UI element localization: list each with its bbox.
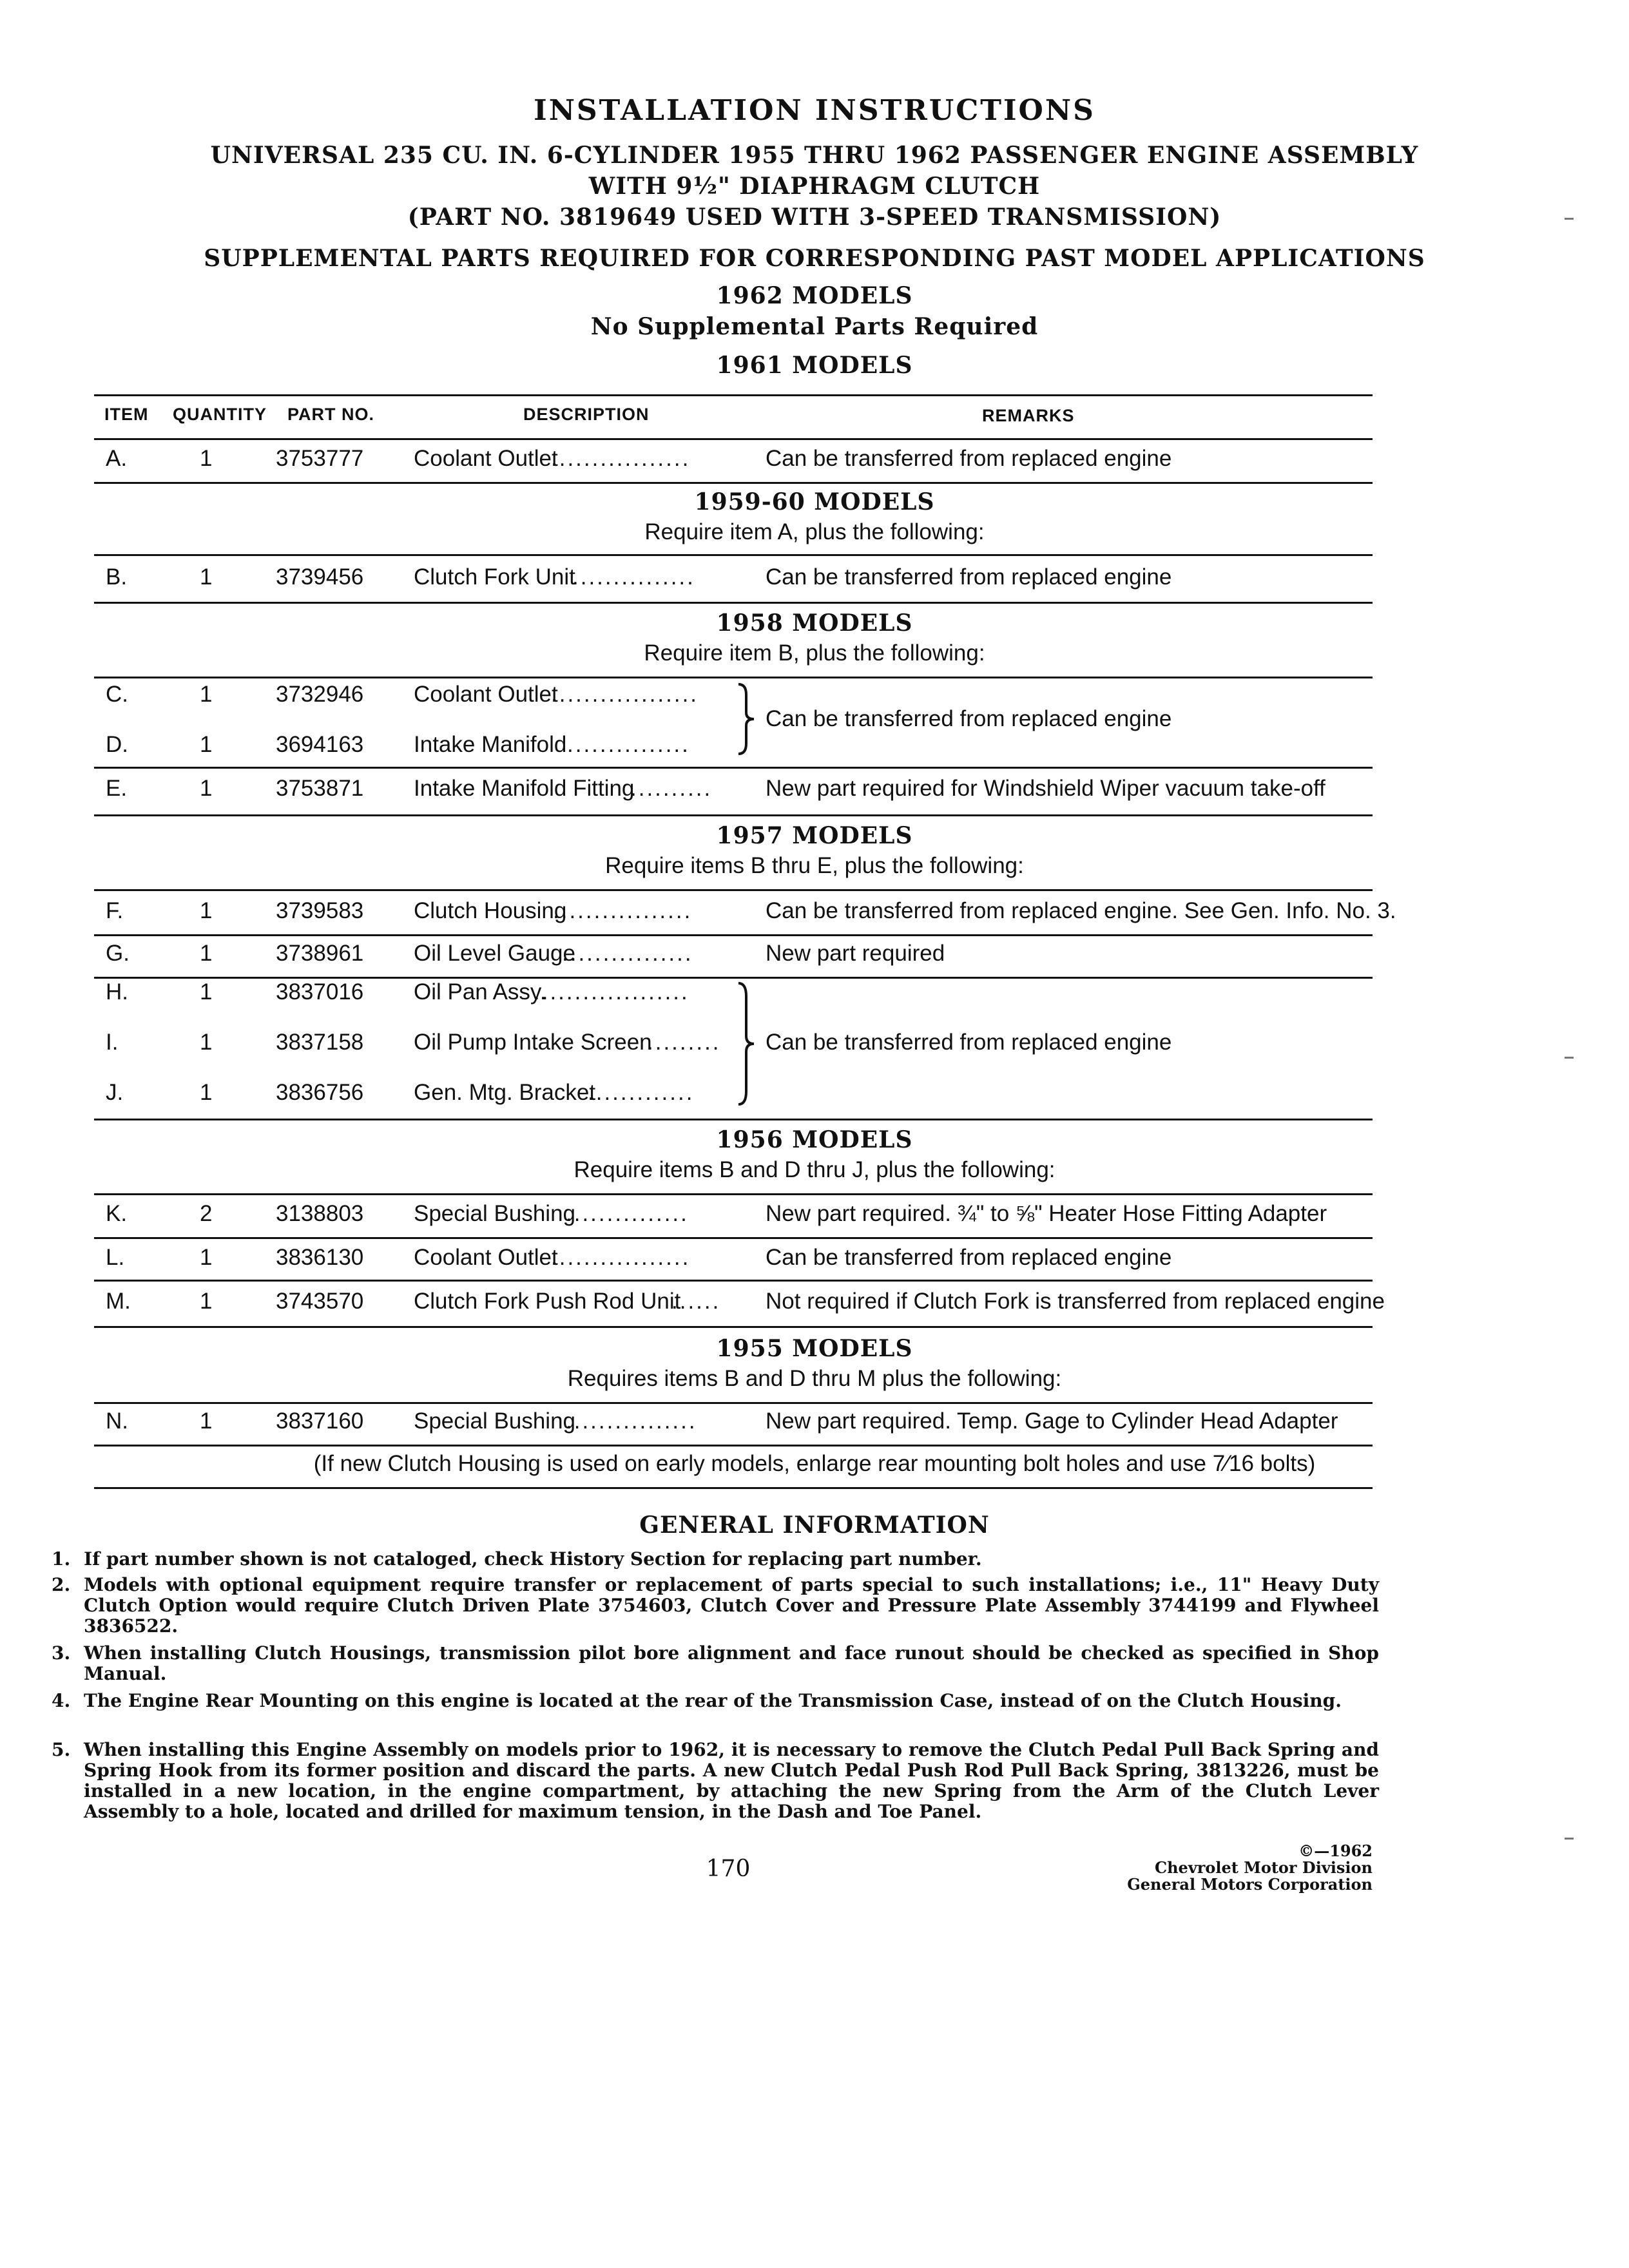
table-rule [94, 977, 1373, 979]
item-letter: A. [106, 446, 128, 471]
leader-dots: ................. [553, 898, 693, 923]
item-letter: K. [106, 1201, 128, 1226]
leader-dots: .......... [630, 776, 713, 801]
item-letter: M. [106, 1289, 131, 1314]
list-number: 2. [52, 1574, 71, 1595]
description-text: Oil Pump Intake Screen [414, 1030, 652, 1055]
description-text: Intake Manifold [414, 732, 567, 757]
list-text: When installing Clutch Housings, transmission pilot bore alignment and face runout should be checked as specified in Shop Manual. [84, 1642, 1379, 1684]
part-number: 3138803 [276, 1201, 364, 1226]
description-text: Oil Level Gauge [414, 941, 575, 966]
part-number: 3739456 [276, 564, 364, 590]
leader-dots: ................. [551, 1245, 691, 1270]
item-letter: C. [106, 682, 128, 707]
item-letter: I. [106, 1030, 119, 1055]
leader-dots: ............. [588, 1080, 695, 1105]
section-title-1962: 1962 MODELS [716, 282, 913, 309]
item-letter: G. [106, 941, 130, 966]
quantity-value: 1 [200, 1408, 213, 1434]
remarks-text: Can be transferred from replaced engine [766, 1030, 1172, 1055]
list-text: The Engine Rear Mounting on this engine is located at the rear of the Transmission Case, instead of on the Clutch Housing. [84, 1690, 1342, 1711]
table-rule [94, 1237, 1373, 1239]
part-number: 3836756 [276, 1080, 364, 1105]
header-line-3: (PART NO. 3819649 USED WITH 3-SPEED TRANSMISSION) [407, 204, 1222, 231]
division-name: Chevrolet Motor Division [1155, 1858, 1373, 1877]
table-rule [94, 1119, 1373, 1120]
item-letter: F. [106, 898, 124, 923]
part-number: 3738961 [276, 941, 364, 966]
item-letter: H. [106, 979, 128, 1004]
list-text: Models with optional equipment require transfer or replacement of parts special to such installations; i.e., 11" Heavy Duty Clutch Option would require Clutch Driven Plate 3754603, Clutch Cover and Pressure Plate Assembly 3744199 and Flywheel 3836522. [84, 1574, 1379, 1637]
quantity-value: 1 [200, 979, 213, 1004]
section-note-1955: Requires items B and D thru M plus the following: [567, 1366, 1062, 1391]
section-note-1957: Require items B thru E, plus the following: [605, 853, 1024, 878]
remarks-text: Can be transferred from replaced engine [766, 706, 1172, 731]
table-rule [94, 767, 1373, 769]
column-header-remarks: REMARKS [982, 406, 1075, 425]
part-number: 3753777 [276, 446, 364, 471]
remarks-text: Can be transferred from replaced engine. See Gen. Info. No. 3. [766, 898, 1396, 923]
part-number: 3732946 [276, 682, 364, 707]
leader-dots: ................ [562, 941, 693, 966]
description-text: Clutch Housing [414, 898, 567, 923]
table-rule [94, 1402, 1373, 1404]
table-rule [94, 602, 1373, 604]
quantity-value: 1 [200, 776, 213, 801]
description-text: Coolant Outlet [414, 682, 558, 707]
leader-dots: ......... [647, 1030, 721, 1055]
quantity-value: 1 [200, 898, 213, 923]
remarks-text: New part required. ¾" to ⅝" Heater Hose Fitting Adapter [766, 1201, 1327, 1226]
table-rule [94, 554, 1373, 556]
publisher-block [1089, 1843, 1373, 1893]
part-number: 3753871 [276, 776, 364, 801]
description-text: Coolant Outlet [414, 1245, 558, 1270]
section-title-general-information: GENERAL INFORMATION [639, 1512, 990, 1539]
remarks-text: Can be transferred from replaced engine [766, 446, 1172, 471]
description-text: Clutch Fork Unit [414, 564, 575, 590]
description-text: Intake Manifold Fitting [414, 776, 635, 801]
document-title: INSTALLATION INSTRUCTIONS [534, 94, 1095, 127]
table-rule [94, 889, 1373, 891]
part-number: 3739583 [276, 898, 364, 923]
quantity-value: 1 [200, 1080, 213, 1105]
leader-dots: .................. [551, 682, 699, 707]
part-number: 3836130 [276, 1245, 364, 1270]
leader-dots: ............... [567, 732, 690, 757]
header-line-2: WITH 9½" DIAPHRAGM CLUTCH [588, 173, 1041, 200]
description-text: Gen. Mtg. Bracket [414, 1080, 596, 1105]
table-rule [94, 1326, 1373, 1328]
section-title-1959-60: 1959-60 MODELS [694, 488, 935, 515]
list-text: If part number shown is not cataloged, check History Section for replacing part number. [84, 1548, 982, 1570]
item-letter: E. [106, 776, 128, 801]
remarks-text: New part required. Temp. Gage to Cylinder Head Adapter [766, 1408, 1338, 1434]
footnote: (If new Clutch Housing is used on early models, enlarge rear mounting bolt holes and use 7⁄16 bolts) [313, 1451, 1316, 1476]
scan-mark [1565, 1838, 1574, 1840]
description-text: Clutch Fork Push Rod Unit [414, 1289, 681, 1314]
table-rule [94, 1193, 1373, 1195]
column-header-part-no: PART NO. [287, 405, 374, 424]
corporation-name: General Motors Corporation [1127, 1875, 1373, 1894]
leader-dots: ............... [566, 1201, 689, 1226]
remarks-text: New part required [766, 941, 945, 966]
description-text: Coolant Outlet [414, 446, 558, 471]
table-rule [94, 934, 1373, 936]
table-rule [94, 677, 1373, 678]
quantity-value: 1 [200, 1245, 213, 1270]
quantity-value: 1 [200, 446, 213, 471]
item-letter: D. [106, 732, 128, 757]
table-rule [94, 814, 1373, 816]
part-number: 3743570 [276, 1289, 364, 1314]
section-title-1955: 1955 MODELS [716, 1335, 913, 1362]
part-number: 3837016 [276, 979, 364, 1004]
part-number: 3694163 [276, 732, 364, 757]
description-text: Special Bushing [414, 1201, 575, 1226]
header-line-1: UNIVERSAL 235 CU. IN. 6-CYLINDER 1955 THRU 1962 PASSENGER ENGINE ASSEMBLY [210, 142, 1419, 169]
item-letter: B. [106, 564, 128, 590]
leader-dots: ................ [566, 1408, 697, 1434]
section-title-1957: 1957 MODELS [716, 822, 913, 849]
quantity-value: 1 [200, 732, 213, 757]
column-header-quantity: QUANTITY [173, 405, 267, 424]
quantity-value: 1 [200, 941, 213, 966]
copyright: ©—1962 [1298, 1841, 1373, 1860]
table-rule [94, 1445, 1373, 1446]
quantity-value: 1 [200, 682, 213, 707]
table-rule [94, 1487, 1373, 1489]
description-text: Oil Pan Assy. [414, 979, 546, 1004]
scan-mark [1565, 1057, 1574, 1059]
quantity-value: 2 [200, 1201, 213, 1226]
scan-mark [1565, 218, 1574, 220]
remarks-text: Can be transferred from replaced engine [766, 564, 1172, 590]
table-rule [94, 438, 1373, 440]
list-number: 3. [52, 1642, 71, 1664]
column-header-description: DESCRIPTION [523, 405, 650, 424]
remarks-text: New part required for Windshield Wiper vacuum take-off [766, 776, 1325, 801]
part-number: 3837158 [276, 1030, 364, 1055]
remarks-text: Not required if Clutch Fork is transferred from replaced engine [766, 1289, 1385, 1314]
leader-dots: ...... [671, 1289, 721, 1314]
section-note-1956: Require items B and D thru J, plus the following: [574, 1157, 1055, 1182]
brace-icon [733, 981, 759, 1107]
list-text: When installing this Engine Assembly on models prior to 1962, it is necessary to remove the Clutch Pedal Pull Back Spring and Spring Hook from its former position and discard the parts. A new Clutch Pedal Push Rod Pull Back Spring, 3813226, must be installed in a new location, in the engine compartment, by attaching the new Spring from the Arm of the Clutch Lever Assembly to a hole, located and drilled for maximum tension, in the Dash and Toe Panel. [84, 1739, 1379, 1822]
remarks-text: Can be transferred from replaced engine [766, 1245, 1172, 1270]
item-letter: L. [106, 1245, 125, 1270]
leader-dots: ................. [551, 446, 691, 471]
leader-dots: ............... [572, 564, 695, 590]
item-letter: N. [106, 1408, 128, 1434]
column-header-item: ITEM [104, 405, 149, 424]
section-note-1962: No Supplemental Parts Required [590, 313, 1039, 340]
section-note-1959-60: Require item A, plus the following: [644, 519, 985, 544]
section-note-1958: Require item B, plus the following: [644, 640, 985, 666]
table-rule [94, 394, 1373, 396]
header-line-4: SUPPLEMENTAL PARTS REQUIRED FOR CORRESPONDING PAST MODEL APPLICATIONS [204, 245, 1425, 272]
quantity-value: 1 [200, 1030, 213, 1055]
leader-dots: ................... [534, 979, 689, 1004]
quantity-value: 1 [200, 1289, 213, 1314]
description-text: Special Bushing [414, 1408, 575, 1434]
page-number: 170 [706, 1856, 751, 1882]
part-number: 3837160 [276, 1408, 364, 1434]
section-title-1958: 1958 MODELS [716, 610, 913, 637]
list-number: 5. [52, 1739, 71, 1760]
item-letter: J. [106, 1080, 124, 1105]
quantity-value: 1 [200, 564, 213, 590]
section-title-1956: 1956 MODELS [716, 1126, 913, 1153]
list-number: 1. [52, 1548, 71, 1570]
section-title-1961: 1961 MODELS [716, 352, 913, 379]
list-number: 4. [52, 1690, 71, 1711]
table-rule [94, 482, 1373, 484]
table-rule [94, 1280, 1373, 1282]
brace-icon [733, 682, 759, 756]
